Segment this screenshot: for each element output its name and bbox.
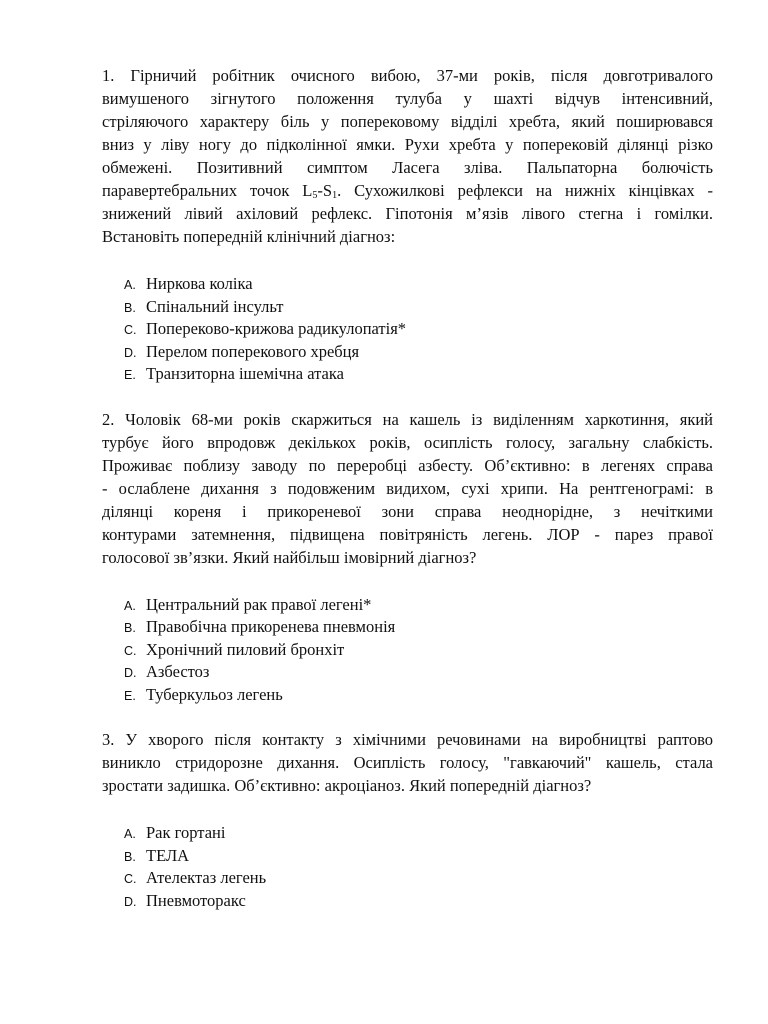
option-text: Ателектаз легень [146, 868, 267, 887]
question-2 [102, 408, 713, 706]
question-text [102, 408, 713, 569]
question-line: Проживає поблизу заводу по переробці азбесту. Об’єктивно: в легенях справа [102, 455, 713, 475]
answer-option [124, 593, 713, 616]
answer-option [124, 844, 713, 867]
question-line: 2. Чоловік 68-ми років скаржиться на кашель із виділенням харкотиння, який [102, 409, 713, 429]
option-letter: D. [124, 345, 137, 360]
answer-option [124, 683, 713, 706]
answer-options [102, 593, 713, 706]
answer-options [102, 821, 713, 911]
answer-option [124, 295, 713, 318]
option-text: Правобічна прикоренева пневмонія [146, 617, 396, 636]
option-text: Рак гортані [146, 823, 226, 842]
option-letter: B. [124, 300, 136, 315]
answer-options [102, 272, 713, 385]
question-line: зростати задишка. Об’єктивно: акроціаноз. Який попередній діагноз? [102, 776, 592, 795]
option-letter: A. [124, 827, 136, 841]
answer-option [124, 889, 713, 912]
option-text: Хронічний пиловий бронхіт [146, 639, 345, 659]
question-line: Встановіть попередній клінічний діагноз: [102, 227, 396, 246]
answer-option [124, 660, 713, 683]
option-text: Ниркова коліка [146, 274, 253, 293]
question-line: голосової зв’язки. Який найбільш імовірний діагноз? [102, 547, 477, 567]
option-text: Транзиторна ішемічна атака [146, 364, 344, 383]
option-letter: B. [124, 849, 136, 864]
option-letter: C. [124, 643, 137, 658]
question-line: 3. У хворого після контакту з хімічними речовинами на виробництві раптово [102, 730, 713, 749]
answer-option [124, 866, 713, 889]
option-letter: D. [124, 666, 137, 680]
option-letter: C. [124, 872, 137, 886]
question-line: виникло стридорозне дихання. Осиплість голосу, "гавкаючий" кашель, стала [102, 753, 713, 772]
answer-option [124, 340, 713, 363]
question-3 [102, 728, 713, 911]
question-line: ділянці кореня і прикореневої зони справа неоднорідне, з нечіткими [102, 501, 713, 521]
question-line: стріляючого характеру біль у поперековому відділі хребта, який поширювався [102, 112, 713, 131]
option-letter: A. [124, 278, 136, 292]
answer-option [124, 272, 713, 295]
answer-option [124, 362, 713, 385]
question-line: обмежені. Позитивний симптом Ласега зліва. Пальпаторна болючість [102, 158, 713, 177]
option-letter: E. [124, 688, 136, 703]
option-text: Центральний рак правої легені* [146, 594, 372, 614]
answer-option [124, 821, 713, 844]
document-page [102, 64, 713, 934]
option-letter: A. [124, 598, 136, 613]
option-letter: B. [124, 621, 136, 635]
question-1 [102, 64, 713, 385]
question-line: вимушеного зігнутого положення тулуба у шахті відчув інтенсивний, [102, 89, 713, 108]
option-text: Азбестоз [146, 662, 210, 681]
answer-option [124, 317, 713, 340]
question-line: - ослаблене дихання з подовженим видихом, сухі хрипи. На рентгенограмі: в [102, 478, 713, 498]
question-line-with-subscript: паравертебральних точок $L_5-S_1$. Сухожилкові рефлекси на нижніх кінцівках - [102, 181, 713, 201]
option-text: Попереково-крижова радикулопатія* [146, 319, 407, 338]
question-line: знижений лівий ахіловий рефлекс. Гіпотонія м’язів лівого стегна і гомілки. [102, 204, 713, 223]
option-text: Пневмоторакс [146, 890, 246, 910]
option-text: Спінальний інсульт [146, 296, 284, 316]
question-line: контурами затемнення, підвищена повітряність легень. ЛОР - парез правої [102, 524, 713, 544]
option-text: Туберкульоз легень [146, 684, 283, 704]
option-letter: E. [124, 368, 136, 382]
option-letter: D. [124, 894, 137, 909]
question-text [102, 64, 713, 248]
question-line: 1. Гірничий робітник очисного вибою, 37-ми років, після довготривалого [102, 66, 713, 85]
option-text: Перелом поперекового хребця [146, 341, 360, 361]
answer-option [124, 638, 713, 661]
question-line: вниз у ліву ногу до підколінної ямки. Рухи хребта у поперековій ділянці різко [102, 135, 713, 154]
option-letter: C. [124, 323, 137, 337]
answer-option [124, 615, 713, 638]
question-line: турбує його впродовж декількох років, осиплість голосу, загальну слабкість. [102, 432, 713, 452]
question-text [102, 728, 713, 797]
option-text: ТЕЛА [146, 845, 190, 865]
